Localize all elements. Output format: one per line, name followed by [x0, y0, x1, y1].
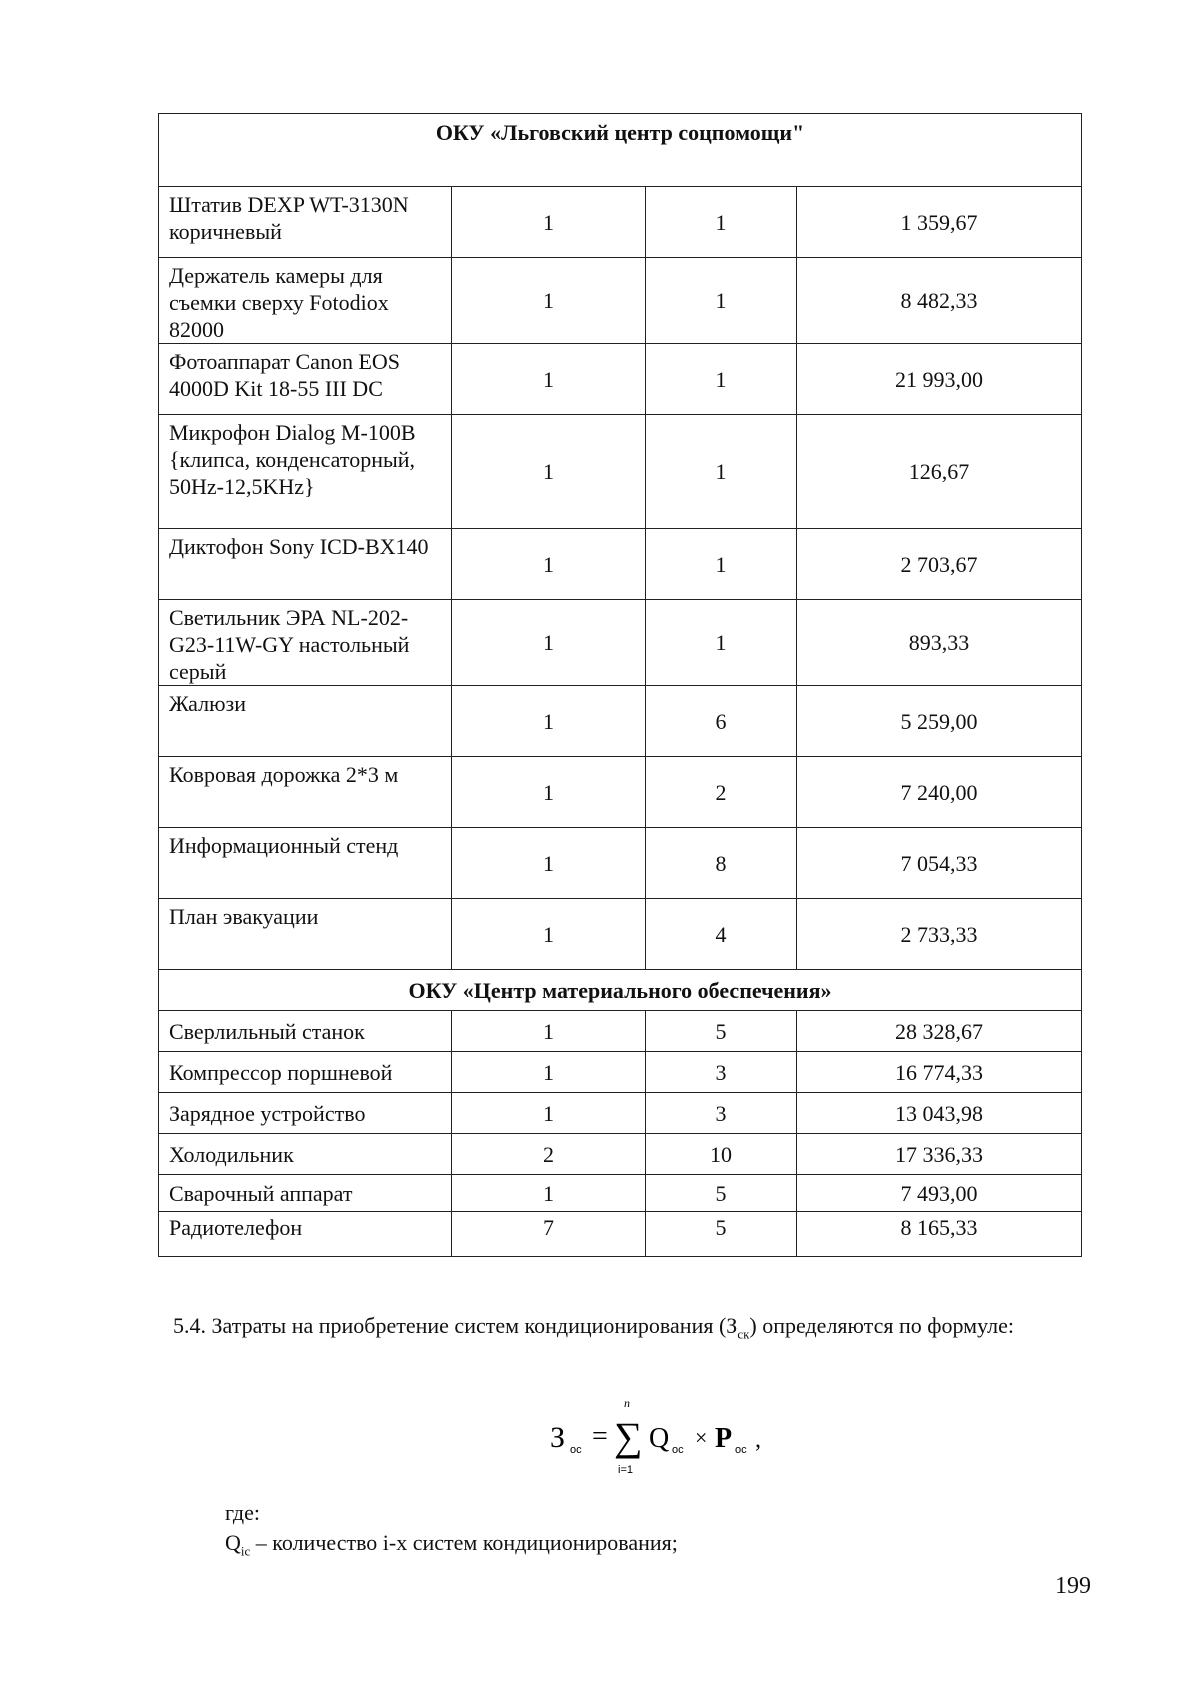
formula-p: P [715, 1423, 733, 1454]
item-name: Микрофон Dialog M-100B {клипса, конденсаторный, 50Hz-12,5KHz} [159, 415, 452, 529]
cost-formula [548, 1395, 788, 1485]
formula-lower-limit: i=1 [618, 1464, 633, 1476]
item-col2: 1 [452, 1175, 646, 1212]
item-col2: 1 [452, 1011, 646, 1052]
table-row [159, 344, 1082, 415]
item-price: 7 493,00 [797, 1175, 1082, 1212]
item-name: Фотоаппарат Canon EOS 4000D Kit 18-55 III DC [159, 344, 452, 415]
table-row [159, 415, 1082, 529]
item-price: 2 733,33 [797, 899, 1082, 970]
item-price: 16 774,33 [797, 1052, 1082, 1093]
item-price: 7 240,00 [797, 757, 1082, 828]
formula-times: × [695, 1425, 708, 1450]
item-col2: 1 [452, 600, 646, 686]
item-col3: 3 [646, 1093, 797, 1134]
table-row [159, 1052, 1082, 1093]
item-col3: 10 [646, 1134, 797, 1175]
item-col2: 2 [452, 1134, 646, 1175]
item-col2: 1 [452, 187, 646, 258]
item-price: 17 336,33 [797, 1134, 1082, 1175]
item-name: Сверлильный станок [159, 1011, 452, 1052]
formula-lhs: З [550, 1421, 566, 1454]
item-name: Компрессор поршневой [159, 1052, 452, 1093]
item-price: 21 993,00 [797, 344, 1082, 415]
item-name: Информационный стенд [159, 828, 452, 899]
item-col3: 5 [646, 1011, 797, 1052]
table-row [159, 529, 1082, 600]
item-name: Штатив DEXP WT-3130N коричневый [159, 187, 452, 258]
table-row [159, 899, 1082, 970]
item-col3: 1 [646, 187, 797, 258]
item-name: План эвакуации [159, 899, 452, 970]
item-price: 8 165,33 [797, 1212, 1082, 1257]
item-col2: 1 [452, 529, 646, 600]
table-row [159, 1175, 1082, 1212]
table-row [159, 187, 1082, 258]
equipment-table [158, 113, 1082, 1257]
item-col3: 2 [646, 757, 797, 828]
item-name: Диктофон Sony ICD-BX140 [159, 529, 452, 600]
section-title: ОКУ «Льговский центр соцпомощи" [159, 114, 1082, 187]
item-col2: 1 [452, 899, 646, 970]
section-header-row [159, 114, 1082, 187]
item-col3: 5 [646, 1175, 797, 1212]
item-col3: 1 [646, 529, 797, 600]
legend-text: – количество i-х систем кондиционирования; [250, 1530, 678, 1555]
item-col2: 1 [452, 415, 646, 529]
table-row [159, 686, 1082, 757]
formula-upper-limit: n [624, 1396, 630, 1410]
item-price: 2 703,67 [797, 529, 1082, 600]
paragraph-text-after: ) определяются по формуле: [749, 1313, 1014, 1338]
item-col3: 1 [646, 258, 797, 344]
table-row [159, 757, 1082, 828]
item-price: 28 328,67 [797, 1011, 1082, 1052]
formula-lhs-sub: ос [570, 1444, 582, 1456]
paragraph-text-before: 5.4. Затраты на приобретение систем кондиционирования (З [173, 1313, 738, 1338]
item-col3: 1 [646, 344, 797, 415]
where-label: где: [225, 1500, 260, 1525]
item-name: Холодильник [159, 1134, 452, 1175]
formula-q-sub: ос [672, 1444, 684, 1456]
item-col3: 8 [646, 828, 797, 899]
item-price: 126,67 [797, 415, 1082, 529]
item-col2: 1 [452, 258, 646, 344]
item-name: Зарядное устройство [159, 1093, 452, 1134]
paragraph-subscript: ск [737, 1326, 750, 1342]
legend-definition [225, 1528, 678, 1566]
section-header-row [159, 970, 1082, 1011]
item-col2: 1 [452, 344, 646, 415]
table-row [159, 1011, 1082, 1052]
legend-symbol-sub: ic [240, 1543, 251, 1559]
item-price: 13 043,98 [797, 1093, 1082, 1134]
item-col3: 6 [646, 686, 797, 757]
item-name: Сварочный аппарат [159, 1175, 452, 1212]
item-price: 8 482,33 [797, 258, 1082, 344]
item-col3: 4 [646, 899, 797, 970]
item-col2: 1 [452, 1052, 646, 1093]
table-row [159, 1212, 1082, 1257]
item-name: Радиотелефон [159, 1212, 452, 1257]
item-col2: 1 [452, 757, 646, 828]
table-row [159, 1093, 1082, 1134]
item-col2: 7 [452, 1212, 646, 1257]
item-name: Жалюзи [159, 686, 452, 757]
item-col2: 1 [452, 686, 646, 757]
item-col3: 5 [646, 1212, 797, 1257]
formula-end: , [755, 1427, 761, 1453]
paragraph-5-4 [173, 1312, 1053, 1348]
formula-equals: = [592, 1421, 608, 1452]
item-name: Светильник ЭРА NL-202-G23-11W-GY настольный серый [159, 600, 452, 686]
item-price: 893,33 [797, 600, 1082, 686]
item-col2: 1 [452, 828, 646, 899]
page-number: 199 [1055, 1573, 1091, 1599]
equipment-table-container [158, 113, 1081, 1257]
table-row [159, 1134, 1082, 1175]
legend-symbol: Q [225, 1530, 241, 1555]
sum-sign-icon: ∑ [614, 1414, 643, 1459]
item-price: 5 259,00 [797, 686, 1082, 757]
formula-legend [225, 1498, 678, 1566]
item-col3: 1 [646, 415, 797, 529]
item-col3: 3 [646, 1052, 797, 1093]
table-row [159, 600, 1082, 686]
item-price: 1 359,67 [797, 187, 1082, 258]
item-name: Ковровая дорожка 2*3 м [159, 757, 452, 828]
item-col2: 1 [452, 1093, 646, 1134]
table-row [159, 258, 1082, 344]
table-row [159, 828, 1082, 899]
item-name: Держатель камеры для съемки сверху Fotodiox 82000 [159, 258, 452, 344]
formula-q: Q [649, 1423, 670, 1454]
formula-p-sub: ос [735, 1444, 747, 1456]
item-price: 7 054,33 [797, 828, 1082, 899]
item-col3: 1 [646, 600, 797, 686]
section-title: ОКУ «Центр материального обеспечения» [159, 970, 1082, 1011]
